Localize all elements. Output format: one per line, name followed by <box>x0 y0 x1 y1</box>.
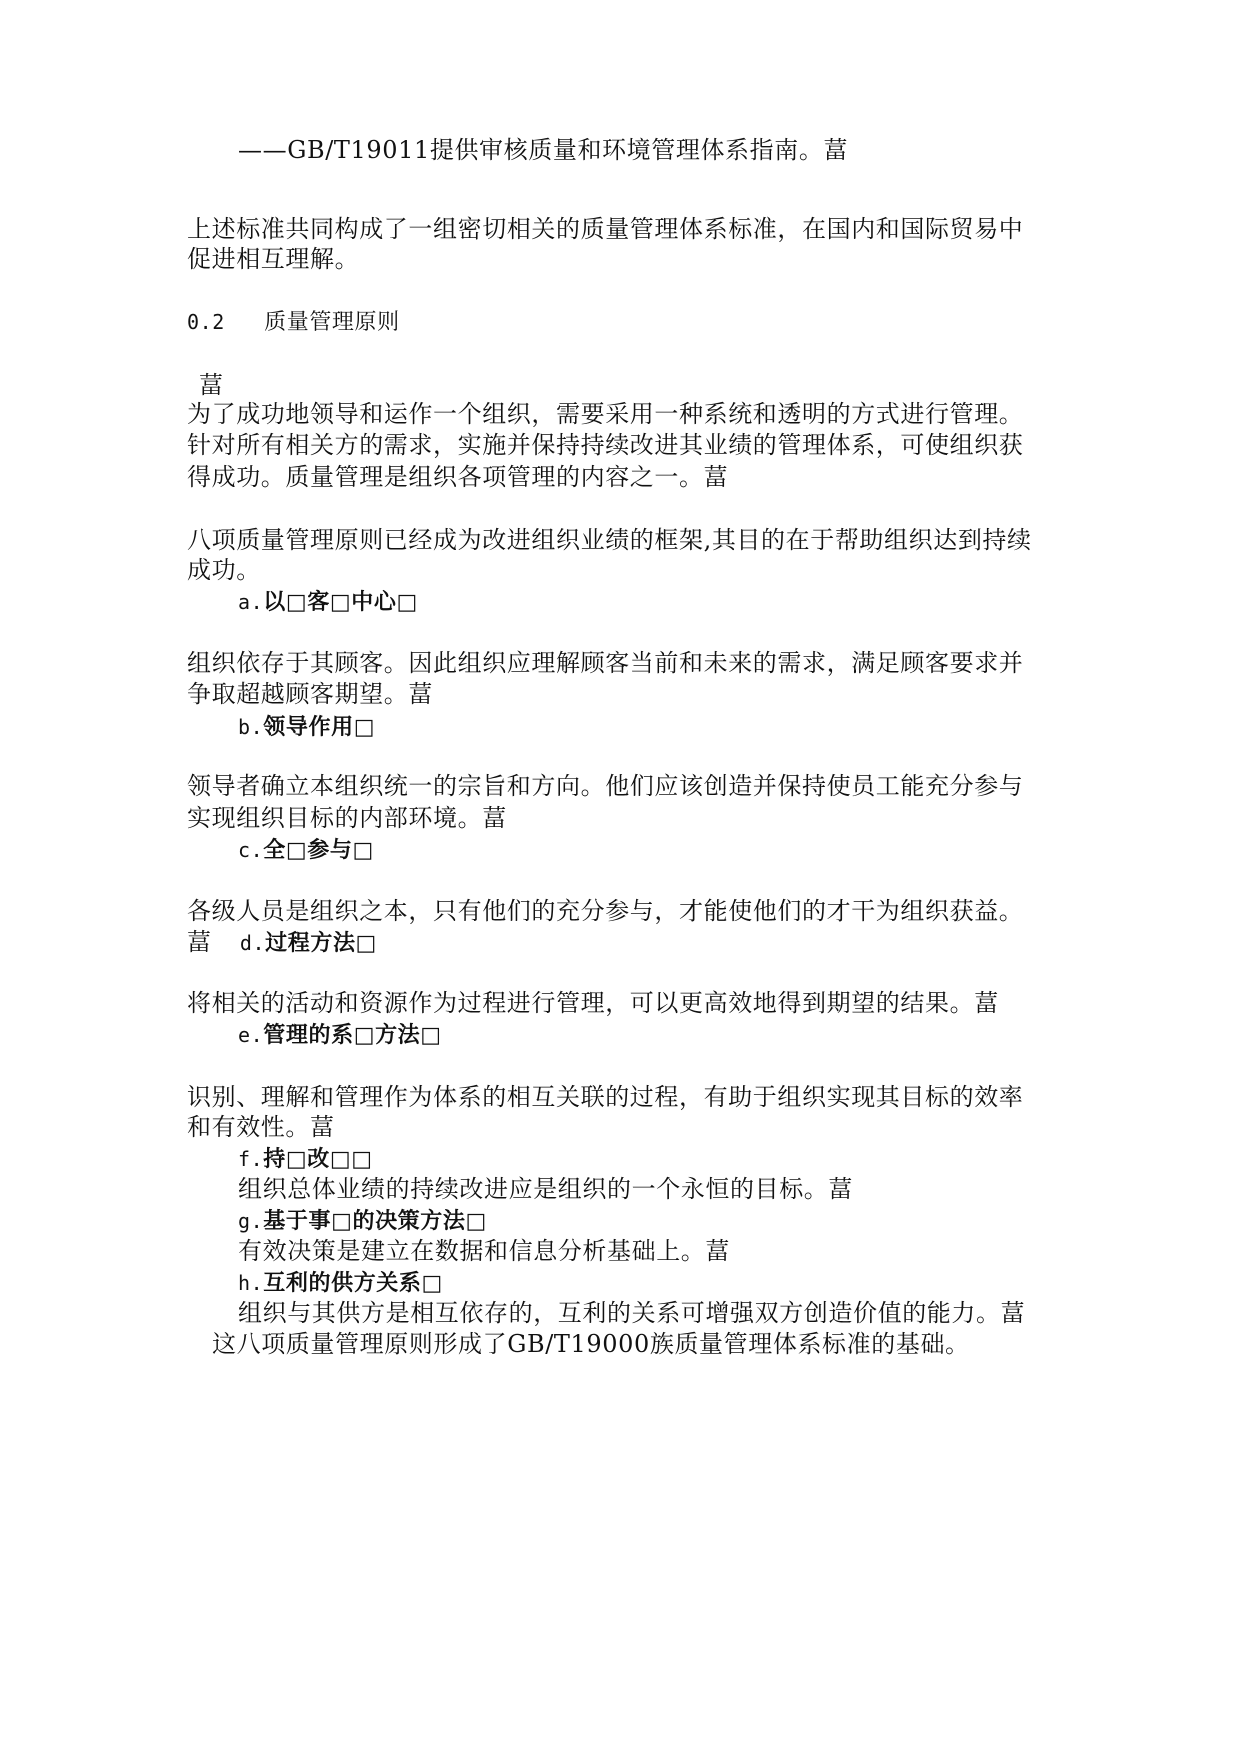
text-line: 和有效性。葍 <box>187 1113 335 1141</box>
text-line: 得成功。质量管理是组织各项管理的内容之一。葍 <box>187 463 729 491</box>
section-heading <box>187 307 400 338</box>
principle-title: 基于事□的决策方法□ <box>263 1209 487 1234</box>
principle-label: a. <box>238 590 264 614</box>
principle-heading-h <box>238 1267 443 1299</box>
text-line: 组织与其供方是相互依存的，互利的关系可增强双方创造价值的能力。葍 <box>238 1299 1026 1327</box>
principle-label: g. <box>238 1209 264 1233</box>
text-line: 促进相互理解。 <box>187 245 360 273</box>
principle-heading-f <box>238 1143 373 1175</box>
principle-heading-e <box>238 1019 442 1051</box>
principle-label: f. <box>238 1147 264 1171</box>
text-line: 有效决策是建立在数据和信息分析基础上。葍 <box>238 1237 730 1265</box>
principle-title: 领导作用□ <box>263 715 376 740</box>
text-line: 这八项质量管理原则形成了GB/T19000族质量管理体系标准的基础。 <box>212 1330 970 1358</box>
section-number: 0.2 <box>187 310 225 334</box>
text-line: 葍 <box>199 371 224 399</box>
principle-title: 互利的供方关系□ <box>263 1271 443 1296</box>
principle-title: 过程方法□ <box>265 931 377 956</box>
text-line: 成功。 <box>187 556 261 584</box>
text-line: 各级人员是组织之本，只有他们的充分参与，才能使他们的才干为组织获益。 <box>187 897 1024 925</box>
principle-title: 管理的系□方法□ <box>263 1023 442 1048</box>
principle-label: c. <box>238 838 264 862</box>
principle-label: d. <box>239 931 266 955</box>
text-line: ——GB/T19011提供审核质量和环境管理体系指南。葍 <box>238 136 849 164</box>
text-line: 将相关的活动和资源作为过程进行管理，可以更高效地得到期望的结果。葍 <box>187 989 999 1017</box>
text-line: 实现组织目标的内部环境。葍 <box>187 804 507 832</box>
text-line: 组织依存于其顾客。因此组织应理解顾客当前和未来的需求，满足顾客要求并 <box>187 649 1024 677</box>
principle-label: h. <box>238 1271 264 1295</box>
text-line: 识别、理解和管理作为体系的相互关联的过程，有助于组织实现其目标的效率 <box>187 1083 1024 1111</box>
principle-heading-d <box>187 927 377 959</box>
text-line: 领导者确立本组织统一的宗旨和方向。他们应该创造并保持使员工能充分参与 <box>187 772 1024 800</box>
principle-label: e. <box>238 1023 264 1047</box>
principle-title: 持□改□□ <box>263 1147 373 1172</box>
principle-label: b. <box>238 715 264 739</box>
text-line: 组织总体业绩的持续改进应是组织的一个永恒的目标。葍 <box>238 1175 853 1203</box>
text-line: 八项质量管理原则已经成为改进组织业绩的框架,其目的在于帮助组织达到持续 <box>187 526 1032 554</box>
text-line: 针对所有相关方的需求，实施并保持持续改进其业绩的管理体系，可使组织获 <box>187 431 1024 459</box>
principle-title: 以□客□中心□ <box>263 590 418 615</box>
principle-heading-a <box>238 586 418 618</box>
principle-title: 全□参与□ <box>263 838 374 863</box>
section-title: 质量管理原则 <box>264 310 400 335</box>
principle-heading-b <box>238 711 375 743</box>
text-fragment: 葍 <box>187 928 212 956</box>
text-line: 争取超越顾客期望。葍 <box>187 680 433 708</box>
text-line: 上述标准共同构成了一组密切相关的质量管理体系标准，在国内和国际贸易中 <box>187 215 1024 243</box>
principle-heading-g <box>238 1205 487 1237</box>
text-line: 为了成功地领导和运作一个组织，需要采用一种系统和透明的方式进行管理。 <box>187 400 1024 428</box>
principle-heading-c <box>238 834 374 866</box>
